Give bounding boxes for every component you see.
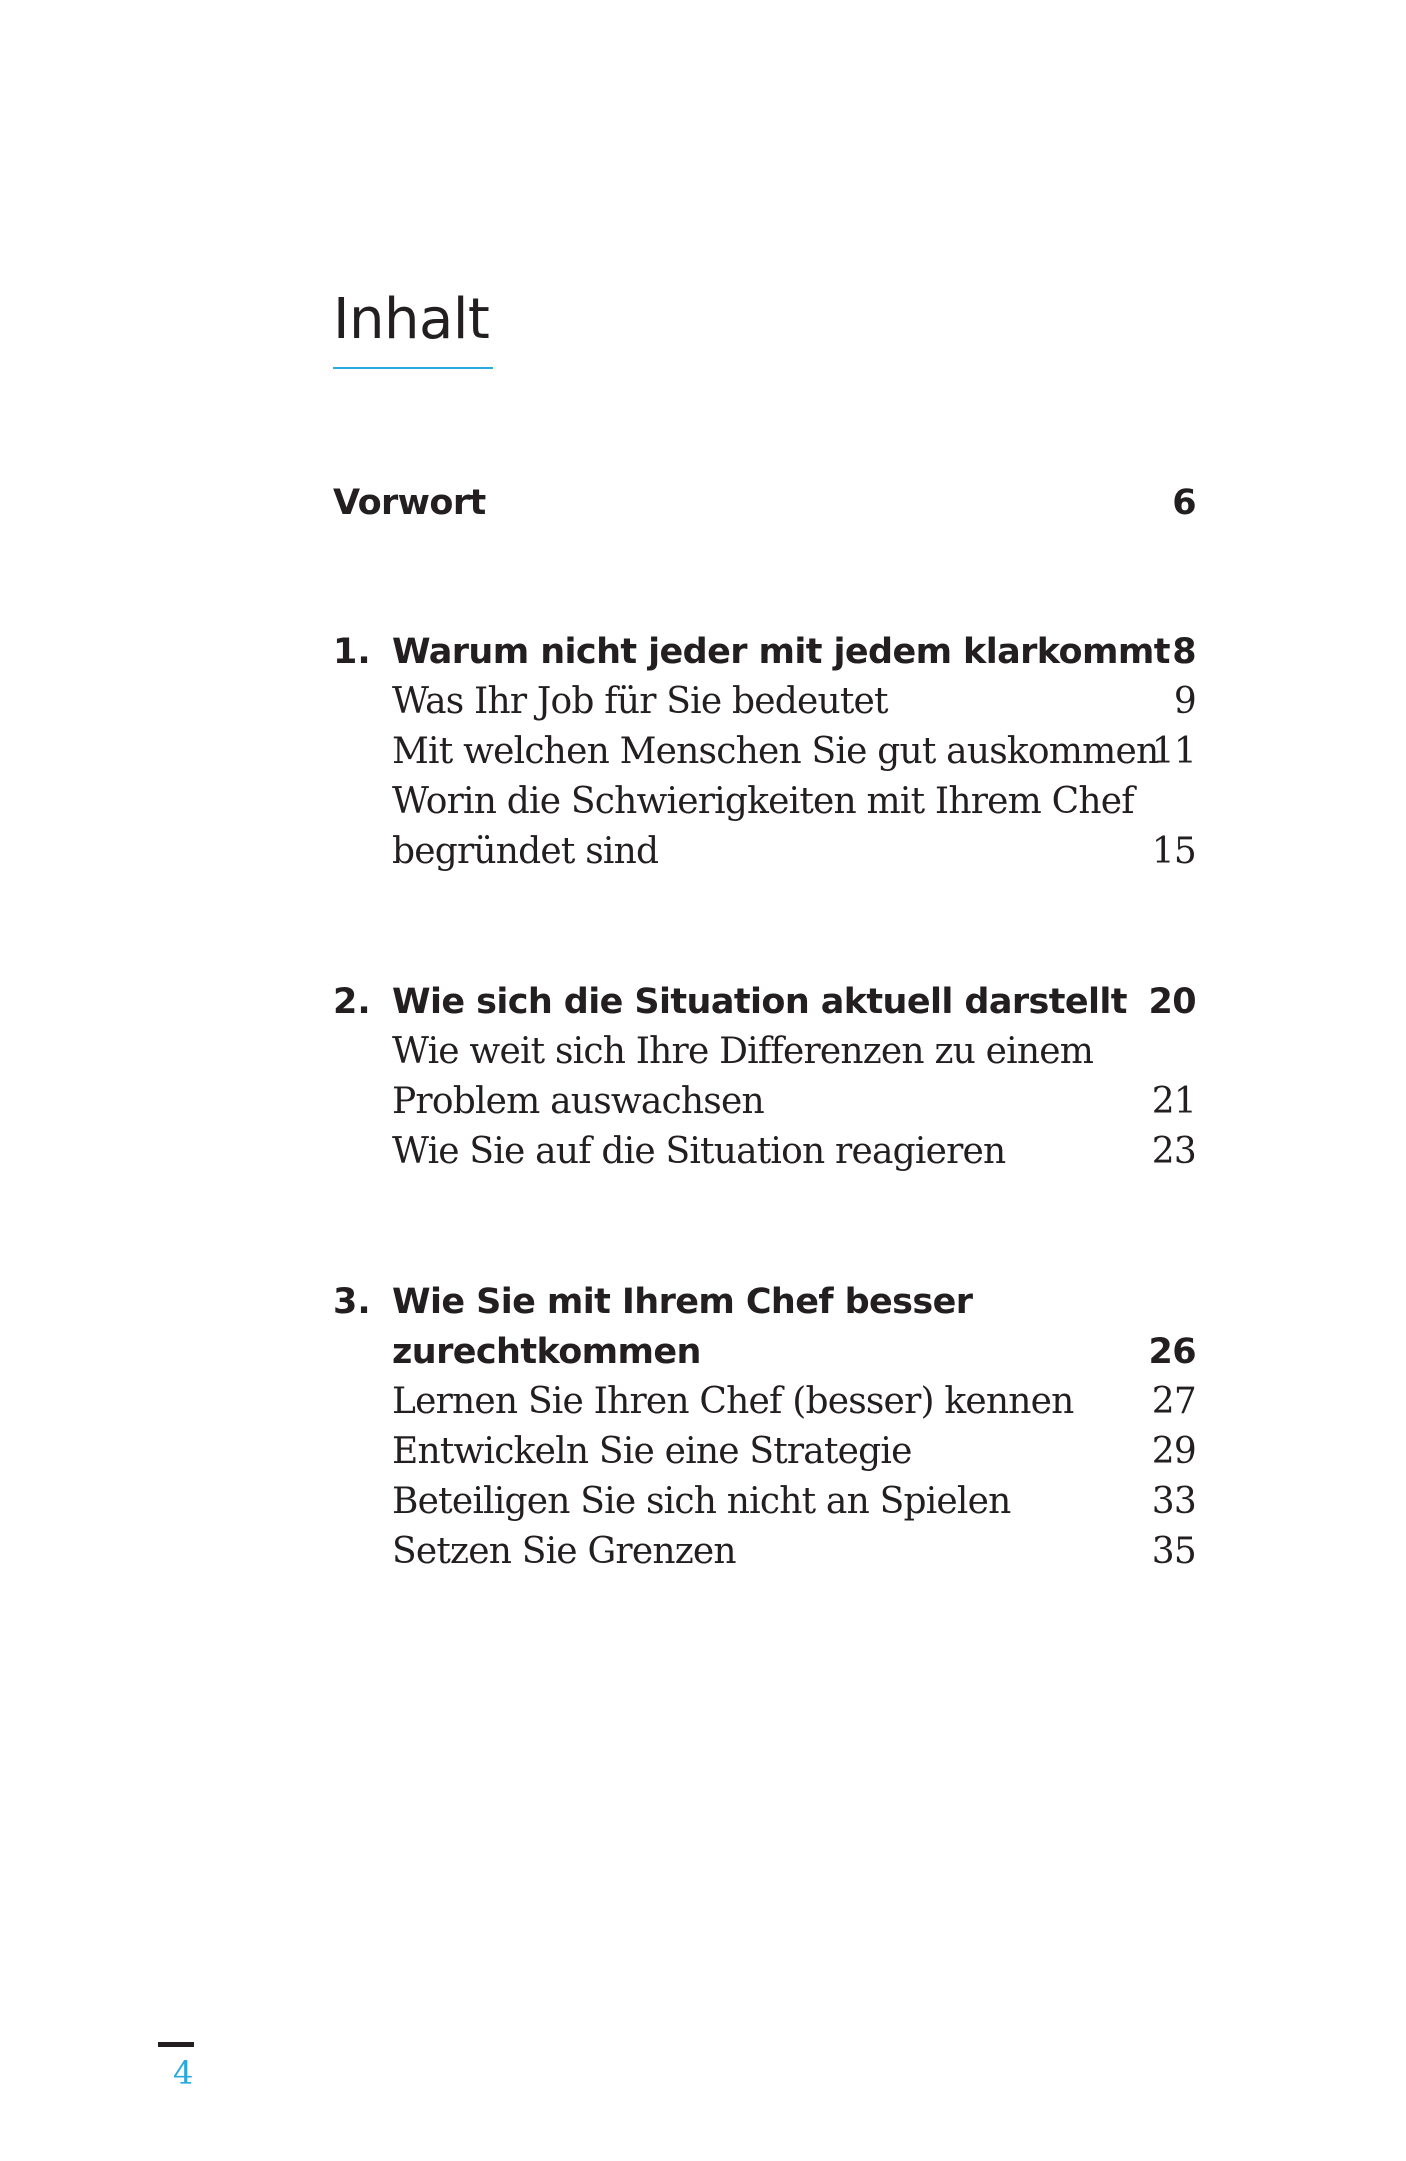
page-number-folio: 4 bbox=[173, 2054, 194, 2092]
subentry-title: Worin die Schwierigkeiten mit Ihrem Chef bbox=[392, 781, 1134, 822]
subentry-title: Entwickeln Sie eine Strategie bbox=[392, 1431, 912, 1472]
toc-page-number: 8 bbox=[1172, 632, 1196, 672]
toc-subentry[interactable] bbox=[333, 1427, 1196, 1477]
subentry-title: Wie weit sich Ihre Differenzen zu einem bbox=[392, 1031, 1094, 1072]
toc-chapter-2 bbox=[333, 977, 1196, 1177]
toc-page-number: 26 bbox=[1148, 1332, 1196, 1372]
toc-entry-title: Vorwort bbox=[333, 483, 486, 523]
toc-page-number: 6 bbox=[1172, 483, 1196, 523]
toc-preface bbox=[333, 478, 1196, 528]
chapter-title: Wie Sie mit Ihrem Chef besser bbox=[392, 1282, 973, 1322]
toc-page-number: 23 bbox=[1151, 1131, 1196, 1172]
toc-page-number: 15 bbox=[1151, 831, 1196, 872]
toc-entry-preface[interactable] bbox=[333, 478, 1196, 528]
toc-subentry-line[interactable] bbox=[333, 1027, 1196, 1077]
subentry-title: Lernen Sie Ihren Chef (besser) kennen bbox=[392, 1381, 1074, 1422]
toc-page-number: 11 bbox=[1151, 731, 1196, 772]
subentry-title-continued: begründet sind bbox=[392, 831, 659, 872]
subentry-title: Setzen Sie Grenzen bbox=[392, 1531, 736, 1572]
toc-subentry[interactable] bbox=[333, 1477, 1196, 1527]
chapter-title: Wie sich die Situation aktuell darstellt bbox=[392, 982, 1127, 1022]
toc-subentry[interactable] bbox=[333, 727, 1196, 777]
toc-chapter-heading-line[interactable] bbox=[333, 1277, 1196, 1327]
toc-page-number: 20 bbox=[1148, 982, 1196, 1022]
subentry-title: Beteiligen Sie sich nicht an Spielen bbox=[392, 1481, 1011, 1522]
toc-chapter-heading[interactable] bbox=[333, 977, 1196, 1027]
toc-subentry[interactable] bbox=[333, 1077, 1196, 1127]
page-title: Inhalt bbox=[333, 287, 490, 352]
toc-page-number: 21 bbox=[1151, 1081, 1196, 1122]
title-underline bbox=[333, 367, 493, 369]
chapter-number: 2. bbox=[333, 982, 371, 1022]
subentry-title: Wie Sie auf die Situation reagieren bbox=[392, 1131, 1006, 1172]
toc-page-number: 35 bbox=[1151, 1531, 1196, 1572]
toc-page-number: 29 bbox=[1151, 1431, 1196, 1472]
toc-page-number: 27 bbox=[1151, 1381, 1196, 1422]
chapter-number: 1. bbox=[333, 632, 371, 672]
toc-chapter-1 bbox=[333, 627, 1196, 877]
toc-page-number: 33 bbox=[1151, 1481, 1196, 1522]
chapter-title: Warum nicht jeder mit jedem klarkommt bbox=[392, 632, 1170, 672]
subentry-title-continued: Problem auswachsen bbox=[392, 1081, 764, 1122]
toc-subentry-line[interactable] bbox=[333, 777, 1196, 827]
subentry-title: Was Ihr Job für Sie bedeutet bbox=[392, 681, 888, 722]
chapter-title-continued: zurechtkommen bbox=[392, 1332, 701, 1372]
folio-rule bbox=[158, 2042, 194, 2047]
toc-subentry[interactable] bbox=[333, 1377, 1196, 1427]
toc-chapter-heading[interactable] bbox=[333, 627, 1196, 677]
toc-chapter-3 bbox=[333, 1277, 1196, 1577]
toc-subentry[interactable] bbox=[333, 677, 1196, 727]
toc-page-number: 9 bbox=[1173, 681, 1196, 722]
toc-chapter-heading[interactable] bbox=[333, 1327, 1196, 1377]
toc-subentry[interactable] bbox=[333, 1127, 1196, 1177]
chapter-number: 3. bbox=[333, 1282, 371, 1322]
toc-subentry[interactable] bbox=[333, 827, 1196, 877]
toc-subentry[interactable] bbox=[333, 1527, 1196, 1577]
subentry-title: Mit welchen Menschen Sie gut auskommen bbox=[392, 731, 1159, 772]
